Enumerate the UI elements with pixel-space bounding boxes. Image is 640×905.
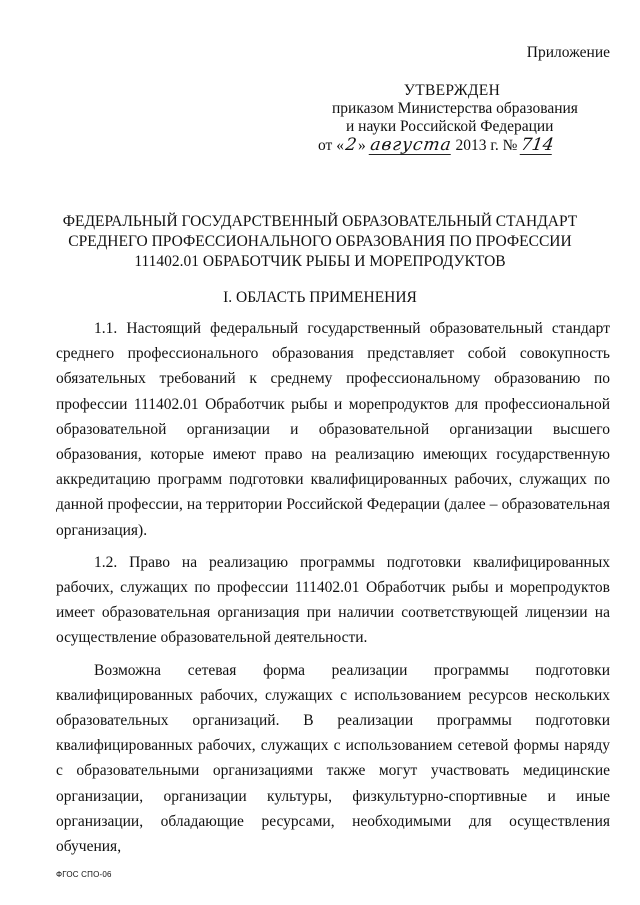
- handwritten-order-number: 714: [520, 135, 556, 155]
- handwritten-month: августа: [368, 135, 453, 155]
- date-year: 2013 г. №: [455, 137, 518, 154]
- paragraph: Возможна сетевая форма реализации программы подготовки квалифицированных рабочих, служащих с использованием ресурсов нескольких образовательных организаций. В реализации программы подготовки квалифицированных рабочих, служащих с использованием сетевой формы наряду с образовательными организациями также могут участвовать медицинские организации, организации культуры, физкультурно-спортивные и иные организации, обладающие ресурсами, необходимыми для осуществления обучения,: [56, 661, 610, 856]
- document-title: [30, 212, 610, 272]
- section-heading: I. ОБЛАСТЬ ПРИМЕНЕНИЯ: [223, 289, 417, 306]
- title-line-3: 111402.01 ОБРАБОТЧИК РЫБЫ И МОРЕПРОДУКТОВ: [134, 253, 506, 270]
- footer-code: ФГОС СПО-06: [56, 870, 112, 879]
- order-date-line: [318, 136, 618, 155]
- appendix-label: Приложение: [526, 44, 610, 61]
- approved-heading: УТВЕРЖДЕН: [403, 82, 501, 99]
- title-line-2: СРЕДНЕГО ПРОФЕССИОНАЛЬНОГО ОБРАЗОВАНИЯ ПО ПРОФЕССИИ: [68, 233, 572, 250]
- date-mid: »: [357, 137, 366, 154]
- section-body: [56, 316, 610, 866]
- order-line-1: приказом Министерства образования: [332, 100, 578, 117]
- title-line-1: ФЕДЕРАЛЬНЫЙ ГОСУДАРСТВЕННЫЙ ОБРАЗОВАТЕЛЬНЫЙ СТАНДАРТ: [62, 213, 578, 230]
- approval-block: [318, 82, 618, 155]
- date-prefix: от «: [318, 137, 344, 154]
- paragraph: 1.2. Право на реализацию программы подготовки квалифицированных рабочих, служащих по профессии 111402.01 Обработчик рыбы и морепродуктов имеет образовательная организация при наличии соответствующей лицензии на осуществление образовательной деятельности.: [56, 553, 610, 647]
- handwritten-day: 2: [344, 135, 358, 155]
- paragraph: 1.1. Настоящий федеральный государственный образовательный стандарт среднего профессионального образования представляет собой совокупность обязательных требований к среднему профессиональному образованию по профессии 111402.01 Обработчик рыбы и морепродуктов для профессиональной образовательной организации и образовательной организации высшего образования, которые имеют право на реализацию имеющих государственную аккредитацию программ подготовки квалифицированных рабочих, служащих по данной профессии, на территории Российской Федерации (далее – образовательная организация).: [56, 320, 610, 539]
- order-line-2: и науки Российской Федерации: [346, 118, 554, 135]
